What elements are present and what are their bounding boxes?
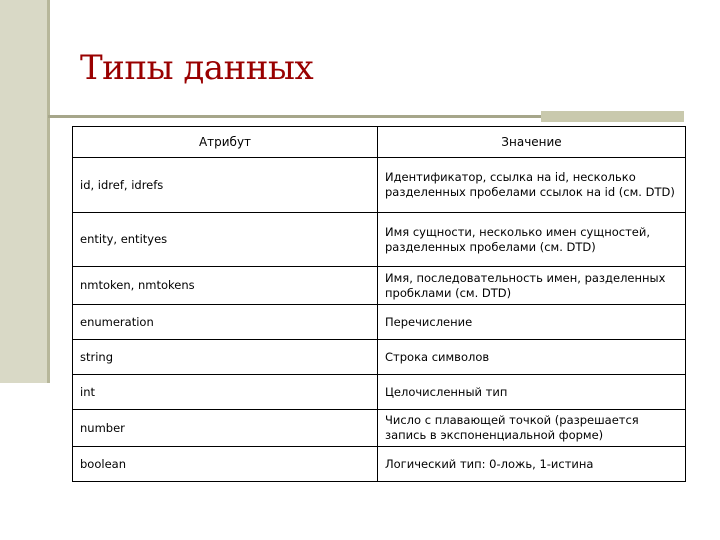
table-row xyxy=(73,340,686,375)
cell-value: Логический тип: 0-ложь, 1-истина xyxy=(378,447,686,482)
decorative-left-bar-edge xyxy=(47,0,50,383)
table-row xyxy=(73,447,686,482)
title-divider-accent xyxy=(541,111,684,122)
cell-attribute: boolean xyxy=(73,447,378,482)
cell-value: Идентификатор, ссылка на id, несколько разделенных пробелами ссылок на id (см. DTD) xyxy=(378,158,686,213)
table-header-row xyxy=(73,127,686,158)
cell-value: Имя, последовательность имен, разделенных пробклами (см. DTD) xyxy=(378,267,686,305)
cell-attribute: id, idref, idrefs xyxy=(73,158,378,213)
cell-attribute: entity, entityes xyxy=(73,213,378,267)
slide-title: Типы данных xyxy=(80,48,314,88)
cell-attribute: string xyxy=(73,340,378,375)
table-row xyxy=(73,410,686,447)
table-row xyxy=(73,158,686,213)
decorative-left-bar xyxy=(0,0,47,383)
cell-value: Строка символов xyxy=(378,340,686,375)
cell-value: Число с плавающей точкой (разрешается запись в экспоненциальной форме) xyxy=(378,410,686,447)
table-row xyxy=(73,375,686,410)
cell-attribute: number xyxy=(73,410,378,447)
cell-attribute: enumeration xyxy=(73,305,378,340)
cell-attribute: int xyxy=(73,375,378,410)
cell-attribute: nmtoken, nmtokens xyxy=(73,267,378,305)
table-row xyxy=(73,267,686,305)
table-row xyxy=(73,305,686,340)
table-row xyxy=(73,213,686,267)
cell-value: Целочисленный тип xyxy=(378,375,686,410)
cell-value: Перечисление xyxy=(378,305,686,340)
cell-value: Имя сущности, несколько имен сущностей, разделенных пробелами (см. DTD) xyxy=(378,213,686,267)
data-types-table xyxy=(72,126,686,482)
header-value: Значение xyxy=(378,127,686,158)
header-attribute: Атрибут xyxy=(73,127,378,158)
